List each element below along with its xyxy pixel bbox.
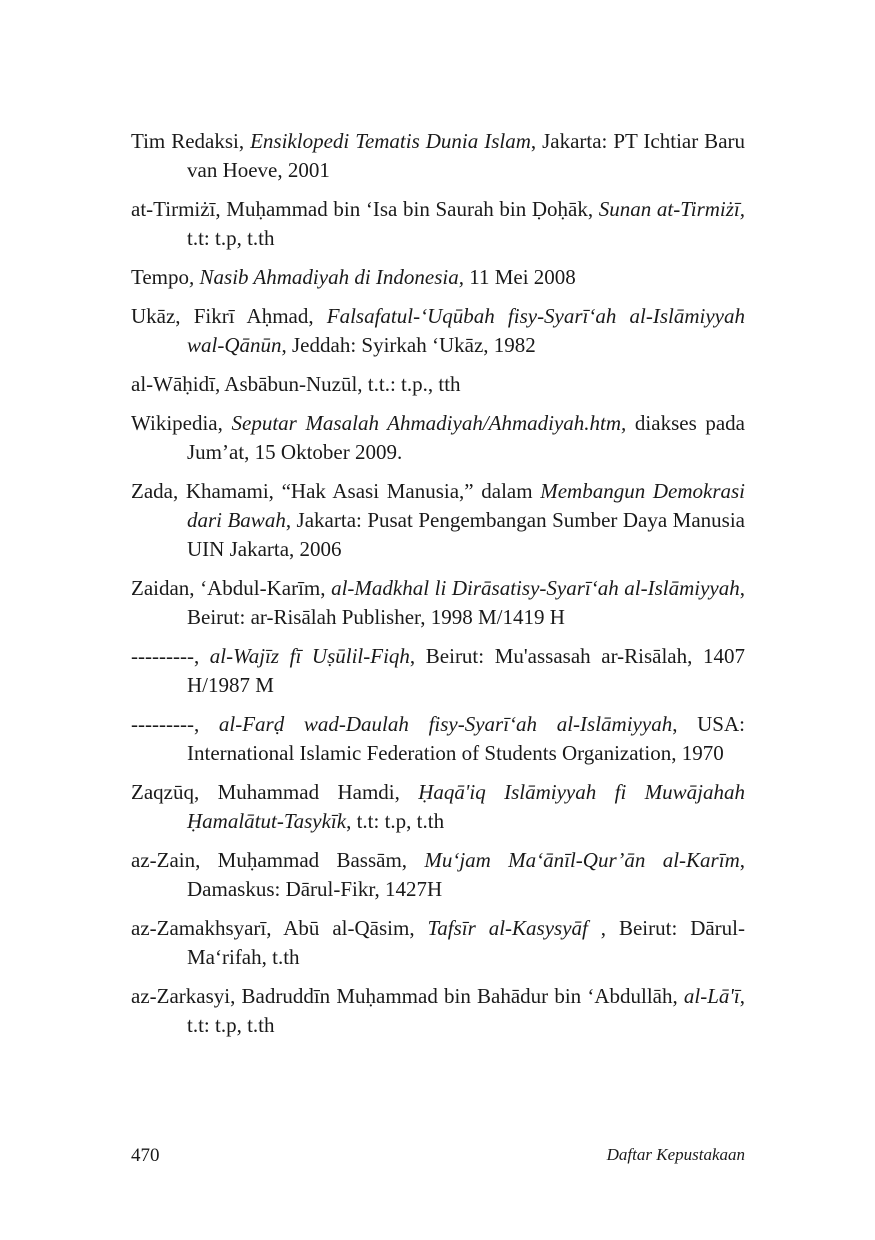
page-number: 470 [131,1145,160,1166]
bibliography-list [131,127,745,1050]
bibliography-entry [131,477,745,564]
bibliography-entry [131,846,745,904]
entry-author: Zaqzūq, Muhammad Hamdi, [131,780,419,804]
bibliography-entry [131,127,745,185]
page-footer [131,1141,745,1171]
entry-publication: , Jakarta: Pusat Pengembangan Sumber Daya Manusia UIN Jakarta, 2006 [187,508,746,561]
entry-publication: , Jakarta: PT Ichtiar Baru van Hoeve, 2001 [187,129,746,182]
entry-publication: , t.t: t.p, t.th [187,984,745,1037]
bibliography-entry [131,642,745,700]
entry-publication: , Damaskus: Dārul-Fikr, 1427H [187,848,745,901]
entry-title: Ḥaqā'iq Islāmiyyah fi Muwājahah Ḥamalātut-Tasykīk [187,780,745,833]
entry-author: az-Zamakhsyarī, Abū al-Qāsim, [131,916,428,940]
entry-title: Mu‘jam Ma‘ānīl-Qur’ān al-Karīm [424,848,740,872]
bibliography-entry [131,263,745,292]
entry-author: az-Zain, Muḥammad Bassām, [131,848,425,872]
bibliography-entry [131,409,745,467]
entry-title: al-Wajīz fī Uṣūlil-Fiqh [209,644,410,668]
bibliography-entry [131,982,745,1040]
entry-author: ---------, [131,712,219,736]
entry-publication: , Beirut: Mu'assasah ar-Risālah, 1407 H/1987 M [187,644,745,697]
entry-author: Zaidan, ‘Abdul-Karīm, [131,576,332,600]
entry-author: at-Tirmiżī, Muḥammad bin ‘Isa bin Saurah bin Ḍoḥāk, [131,197,599,221]
entry-author: Wikipedia, [131,411,232,435]
entry-title: Sunan at-Tirmiżī, [598,197,745,221]
entry-author: ---------, [131,644,210,668]
entry-author: Zada, Khamami, “Hak Asasi Manusia,” dalam [131,479,541,503]
entry-author: Ukāz, Fikrī Aḥmad, [131,304,327,328]
entry-title: Seputar Masalah Ahmadiyah/Ahmadiyah.htm, [231,411,627,435]
bibliography-entry [131,778,745,836]
entry-author: al-Wāḥidī, Asbābun-Nuzūl, t.t.: t.p., tth [131,372,461,396]
entry-title: , Nasib Ahmadiyah di Indonesia, [189,265,464,289]
entry-title: Ensiklopedi Tematis Dunia Islam [250,129,531,153]
entry-title: Membangun Demokrasi dari Bawah [187,479,746,532]
entry-publication: , Beirut: ar-Risālah Publisher, 1998 M/1419 H [187,576,745,629]
entry-publication: , USA: International Islamic Federation of Students Organization, 1970 [187,712,745,765]
bibliography-entry [131,195,745,253]
bibliography-entry [131,914,745,972]
entry-publication: 11 Mei 2008 [463,265,576,289]
bibliography-entry [131,302,745,360]
entry-title: al-Madkhal li Dirāsatisy-Syarī‘ah al-Islāmiyyah [331,576,740,600]
entry-publication: , Jeddah: Syirkah ‘Ukāz, 1982 [281,333,536,357]
entry-title: al-Lā'ī [683,984,740,1008]
running-title: Daftar Kepustakaan [606,1145,745,1164]
entry-author: Tempo [131,265,190,289]
entry-author: Tim Redaksi, [131,129,251,153]
bibliography-entry [131,370,745,399]
bibliography-entry [131,710,745,768]
entry-publication: t.t: t.p, t.th [187,226,275,250]
entry-title: Falsafatul-‘Uqūbah fisy-Syarī‘ah al-Islāmiyyah wal-Qānūn [187,304,746,357]
entry-publication: , Beirut: Dārul-Ma‘rifah, t.th [187,916,745,969]
entry-publication: diakses pada Jum’at, 15 Oktober 2009. [187,411,745,464]
entry-author: az-Zarkasyi, Badruddīn Muḥammad bin Bahādur bin ‘Abdullāh, [131,984,684,1008]
bibliography-entry [131,574,745,632]
entry-title: Tafsīr al-Kasysyāf [427,916,588,940]
entry-title: al-Farḍ wad-Daulah fisy-Syarī‘ah al-Islāmiyyah [218,712,673,736]
entry-publication: , t.t: t.p, t.th [346,809,445,833]
